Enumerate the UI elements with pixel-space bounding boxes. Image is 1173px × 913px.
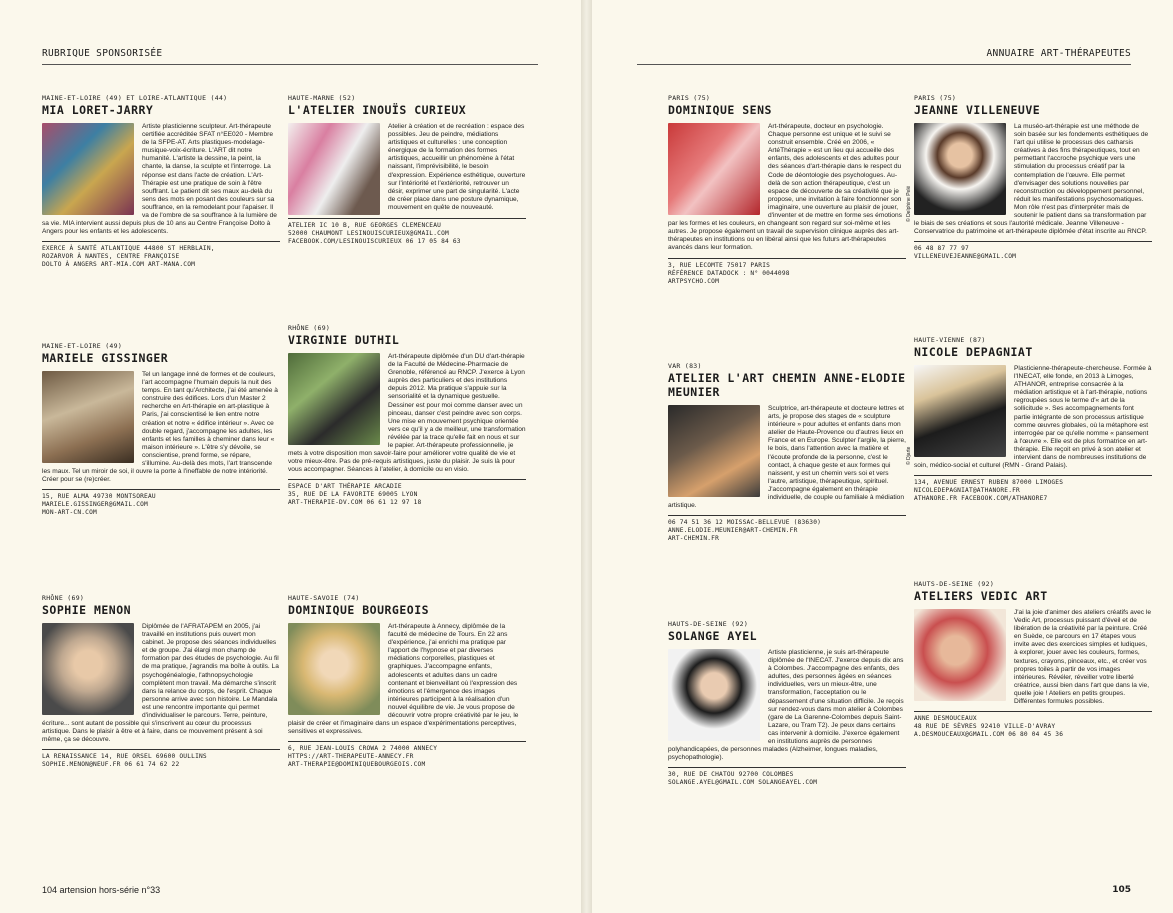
- portrait-photo: [42, 623, 134, 715]
- entry-region: RHÔNE (69): [288, 324, 331, 332]
- entry-text: Art-thérapeute à Annecy, diplômée de la faculté de médecine de Tours. En 22 ans d'expérience, j'ai enrichi ma pratique par l'apport de l'hypnose et par diverses médiations corporelles, plastiques et graphiques. J'accompagne enfants, adolescents et adultes dans un cadre contenant et bienveillant où l'expression des émotions et l'émergence des images intérieures participent à la réalisation d'un nouvel équilibre de vie. Je vous propose de découvrir votre propre créativité par le jeu, le plaisir de créer et l'imaginaire dans un espace d'expérimentations perceptives, sensitives et expressives.: [288, 623, 519, 736]
- entry-name: MIA LORET-JARRY: [42, 103, 154, 117]
- entry-contact: [288, 218, 526, 246]
- contact-line: 134, AVENUE ERNEST RUBEN 87000 LIMOGES: [914, 479, 1064, 487]
- left-header-rule: [42, 64, 538, 65]
- right-header-rule: [637, 64, 1131, 65]
- entry-jeanne-villeneuve: [914, 94, 1152, 261]
- contact-line: MARIELE.GISSINGER@GMAIL.COM: [42, 501, 148, 509]
- contact-line: ANNE DESMOUCEAUX: [914, 715, 977, 723]
- left-header: RUBRIQUE SPONSORISÉE: [42, 48, 163, 59]
- right-page: [592, 0, 1173, 913]
- left-page: [0, 0, 581, 913]
- entry-contact: [42, 489, 280, 517]
- contact-line: VILLENEUVEJEANNE@GMAIL.COM: [914, 253, 1017, 261]
- entry-contact: [288, 479, 526, 507]
- contact-line: A.DESMOUCEAUX@GMAIL.COM 06 80 04 45 36: [914, 731, 1064, 739]
- contact-line: ARTPSYCHO.COM: [668, 277, 720, 285]
- atelier-photo: [668, 405, 760, 497]
- entry-name: ATELIER L'ART CHEMIN ANNE-ELODIE MEUNIER: [668, 371, 906, 399]
- entry-dominique-bourgeois: [288, 594, 526, 769]
- entry-sophie-menon: [42, 594, 280, 769]
- contact-line: SOPHIE.MENON@NEUF.FR 06 61 74 62 22: [42, 761, 180, 769]
- contact-line: ART-CHEMIN.FR: [668, 535, 720, 543]
- contact-line: 06 48 87 77 97: [914, 245, 969, 253]
- entry-mariele-gissinger: [42, 342, 280, 517]
- entry-name: NICOLE DEPAGNIAT: [914, 345, 1033, 359]
- portrait-photo: [914, 123, 1006, 215]
- contact-line: SOLANGE.AYEL@GMAIL.COM SOLANGEAYEL.COM: [668, 779, 818, 787]
- entry-name: DOMINIQUE SENS: [668, 103, 772, 117]
- entry-nicole-depagniat: [914, 336, 1152, 503]
- contact-line: 3, RUE LECOMTE 75017 PARIS: [668, 261, 771, 269]
- entry-text: La muséo-art-thérapie est une méthode de soin basée sur les fondements esthétiques de l'art qui utilise le processus des catharsis créatives à des fins thérapeutiques, tout en permettant l'accroche psychique vers une stimulation du processus créatif par la contemplation de l'œuvre. Elle permet d'envisager des solutions nouvelles par reconstruction ou développement personnel, réduit les manifestations psychosomatiques. Mon rôle n'est pas d'interpréter mais de soutenir le patient dans sa transformation par le biais de ses créations et sous l'autorité médicale. Jeanne Villeneuve - Conservatrice du patrimoine et art-thérapeute diplômée d'état inscrite au RNCP.: [914, 123, 1149, 236]
- entry-atelier-inouis-curieux: [288, 94, 526, 246]
- photo-credit: © Delphine Pelé: [906, 185, 912, 222]
- entry-contact: [914, 711, 1152, 739]
- entry-name: VIRGINIE DUTHIL: [288, 333, 400, 347]
- entry-mia-loret-jarry: [42, 94, 280, 269]
- contact-line: ANNE.ELODIE.MEUNIER@ART-CHEMIN.FR: [668, 527, 798, 535]
- entry-ateliers-vedic-art: [914, 580, 1152, 739]
- entry-contact: [668, 258, 906, 286]
- contact-line: LA RENAISSANCE 14, RUE ORSEL 69600 OULLINS: [42, 753, 207, 761]
- entry-text: Sculptrice, art-thérapeute et docteure lettres et arts, je propose des stages de « sculpture intérieure » pour adultes et enfants dans mon atelier de Haute-Provence ou d'autres lieux en France et en Europe. Sculpter l'argile, la pierre, le bois, dans l'attention avec la matière et l'écoute profonde de la personne, c'est le contact, à chaque geste et aux formes qui naissent, y est un chemin vers soi et vers l'autre, artistique, thérapeutique, spirituel. J'accompagne également en thérapie individuelle, de couple ou familiale à médiation artistique.: [668, 405, 906, 510]
- entry-contact: [288, 741, 526, 769]
- entry-text: Tel un langage inné de formes et de couleurs, l'art accompagne l'humain depuis la nuit des temps. En tant qu'Architecte, j'ai été amenée à construire des édifices. Lors d'un Master 2 recherche en Art-thérapie en art-plastique à Paris, j'ai conscientisé le lien entre notre création et notre « édifice intérieur ». Avec ce double regard, j'accompagne les adultes, les enfants et les familles à cheminer dans leur « maison intérieure ». L'être s'y dévoile, se conscientise, prend forme, se répare, s'illumine. Au-delà des mots, l'art transcende les maux. Tel un miroir de soi, il ouvre la porte à l'ineffable de notre intériorité. Créer pour se (re)créer.: [42, 371, 278, 484]
- contact-line: 15, RUE ALMA 49730 MONTSOREAU: [42, 493, 156, 501]
- entry-contact: [668, 767, 906, 787]
- contact-line: ART-THERAPIE-DV.COM 06 61 12 97 18: [288, 499, 422, 507]
- contact-line: ROZARVOR À NANTES, CENTRE FRANÇOISE: [42, 253, 180, 261]
- portrait-photo: [42, 371, 134, 463]
- artwork-photo: [42, 123, 134, 215]
- entry-region: HAUTE-SAVOIE (74): [288, 594, 360, 602]
- contact-line: 48 RUE DE SÈVRES 92410 VILLE-D'AVRAY: [914, 723, 1056, 731]
- entry-region: PARIS (75): [668, 94, 711, 102]
- entry-name: SOLANGE AYEL: [668, 629, 758, 643]
- contact-line: ATELIER IC 10 B, RUE GEORGES CLEMENCEAU: [288, 222, 442, 229]
- entry-text: Atelier à création et de recréation : espace des possibles. Jeu de peindre, médiations artistiques et culturelles : une conception énergique de la formation des formes artistiques, accueillir un phénomène à l'état naissant, l'imprévisibilité, le besoin d'expression. Expérience esthétique, ouverture sur l'intériorité et l'extériorité, retrouver un désir, exprimer une part de singularité. L'acte de créer place dans une posture dynamique, mouvement en quête de nouveauté.: [388, 123, 526, 211]
- portrait-photo: [288, 623, 380, 715]
- entry-text: Plasticienne-thérapeute-chercheuse. Formée à l'INECAT, elle fonde, en 2013 à Limoges, ATHANOR, entreprise consacrée à la médiation artistique et à l'art-thérapie, notions regroupées sous le terme d'« art de la sollicitude ». Ses accompagnements font partie intégrante de son processus artistique comme œuvres globales, où la métaphore est interrogée par ce qu'elle nomme « pansement à l'œuvre ». Elle est de plus formatrice en art-thérapie. Elle reçoit en privé à son atelier et intervient dans de nombreuses institutions de soin, médico-social et culturel (RMN - Grand Palais).: [914, 365, 1152, 470]
- contact-line: EXERCE À SANTÉ ATLANTIQUE 44800 ST HERBLAIN,: [42, 245, 215, 253]
- contact-line: MON-ART-CN.COM: [42, 509, 97, 517]
- right-header: ANNUAIRE ART-THÉRAPEUTES: [986, 48, 1131, 59]
- entry-region: HAUTS-DE-SEINE (92): [668, 620, 749, 628]
- right-page-folio: 105: [1112, 885, 1131, 895]
- entry-text: Artiste plasticienne, je suis art-thérapeute diplômée de l'INECAT. J'exerce depuis dix ans à Colombes. J'accompagne des enfants, des adultes, des personnes âgées en séances individuelles, vers un mieux-être, une transformation, l'acceptation ou le dépassement d'une situation difficile. Je reçois sur rendez-vous dans mon atelier à Colombes (gare de La Garenne-Colombes depuis Saint-Lazare, ou Tram T2). Je peux dans certains cas intervenir à domicile. J'exerce également en institutions auprès de personnes polyhandicapées, de personnes malades (Alzheimer, longues maladies, psychopathologie).: [668, 649, 904, 762]
- entry-text: Art-thérapeute diplômée d'un DU d'art-thérapie de la Faculté de Médecine-Pharmacie de Grenoble, référencé au RNCP. J'exerce à Lyon auprès des particuliers et des institutions depuis 2012. Ma pratique s'appuie sur la sensorialité et la dynamique gestuelle. Dessiner est pour moi comme danser avec un pinceau, danser c'est peindre avec son corps. Une mise en mouvement psychique orientée vers ce qu'il y a de meilleur, une transformation révélée par la trace qu'elle fait en nous et sur le papier. Art-thérapeute professionnelle, je mets à votre disposition mon savoir-faire pour améliorer votre qualité de vie et votre mieux-être. Pas de pré-requis artistiques, juste du plaisir. Je suis là pour vous accompagner. Séances à l'atelier, à domicile ou en visio.: [288, 353, 526, 474]
- entry-region: PARIS (75): [914, 94, 957, 102]
- contact-line: ESPACE D'ART THÉRAPIE ARCADIE: [288, 483, 402, 491]
- entry-virginie-duthil: [288, 324, 526, 507]
- contact-line: 6, RUE JEAN-LOUIS CROWA 2 74000 ANNECY: [288, 745, 438, 753]
- left-page-folio: 104 artension hors-série n°33: [42, 885, 161, 895]
- contact-line: 30, RUE DE CHATOU 92700 COLOMBES: [668, 771, 794, 779]
- entry-region: HAUTE-VIENNE (87): [914, 336, 986, 344]
- contact-line: DOLTO À ANGERS ART-MIA.COM ART-MANA.COM: [42, 261, 196, 269]
- contact-line: ATHANORE.FR FACEBOOK.COM/ATHANORE7: [914, 495, 1048, 503]
- entry-name: SOPHIE MENON: [42, 603, 132, 617]
- contact-line: 35, RUE DE LA FAVORITE 69005 LYON: [288, 491, 418, 499]
- entry-atelier-art-chemin: [668, 362, 906, 543]
- entry-solange-ayel: [668, 620, 906, 787]
- entry-name: L'ATELIER INOUÏS CURIEUX: [288, 103, 467, 117]
- entry-contact: [42, 241, 280, 269]
- contact-line: ART-THERAPIE@DOMINIQUEBOURGEOIS.COM: [288, 761, 426, 769]
- entry-name: ATELIERS VEDIC ART: [914, 589, 1048, 603]
- entry-dominique-sens: [668, 94, 906, 286]
- entry-contact: [668, 515, 906, 543]
- contact-line: NICOLEDEPAGNIAT@ATHANORE.FR: [914, 487, 1020, 495]
- spine-gutter: [581, 0, 592, 913]
- photo-credit: © Djarte: [906, 446, 912, 465]
- portrait-photo: [914, 365, 1006, 457]
- entry-contact: [914, 241, 1152, 261]
- entry-contact: [42, 749, 280, 769]
- entry-region: RHÔNE (69): [42, 594, 85, 602]
- portrait-photo: [288, 353, 380, 445]
- entry-text: Diplômée de l'AFRATAPEM en 2005, j'ai travaillé en institutions puis ouvert mon cabinet. Je propose des séances individuelles et de groupe. J'ai élargi mon champ de formation par des études de psychologie. Au fil de ma pratique, j'agrandis ma boîte à outils. La psychogénéalogie, l'athnopsychologie complètent mon travail. Ma démarche s'inscrit dans la relance du corps, de l'esprit. Chaque personne arrive avec son histoire. Le Mandala est une rencontre importante qui permet d'individualiser le parcours. Terre, peinture, écriture... sont autant de possible qui s'inscrivent au cœur du processus artistique. Dans le plaisir à être et à faire, dans ce mouvement présent à soi même, ça se découvre.: [42, 623, 279, 744]
- entry-region: VAR (83): [668, 362, 702, 370]
- entry-contact: [914, 475, 1152, 503]
- atelier-photo: [288, 123, 380, 215]
- entry-name: DOMINIQUE BOURGEOIS: [288, 603, 430, 617]
- entry-region: MAINE-ET-LOIRE (49): [42, 342, 123, 350]
- portrait-photo: [668, 649, 760, 741]
- portrait-photo: [914, 609, 1006, 701]
- contact-line: 06 74 51 36 12 MOISSAC-BELLEVUE (83630): [668, 519, 822, 527]
- entry-region: HAUTS-DE-SEINE (92): [914, 580, 995, 588]
- contact-line: RÉFÉRENCE DATADOCK : N° 0044098: [668, 269, 790, 277]
- entry-region: HAUTE-MARNE (52): [288, 94, 356, 102]
- entry-region: MAINE-ET-LOIRE (49) ET LOIRE-ATLANTIQUE (44): [42, 94, 228, 102]
- entry-text: Art-thérapeute, docteur en psychologie. Chaque personne est unique et le suivi se construit ensemble. Créé en 2006, « ArtéThérapie » est un lieu qui accueille des enfants, des adolescents et des adultes pour des séances d'art-thérapie dans le respect du Code de déontologie des psychologues. Au-delà de son action thérapeutique, c'est un espace de découverte de sa créativité que je propose, une invitation à faire fonctionner son imaginaire, une ouverture au plaisir de jouer, d'inventer et de mettre en forme ses émotions par les formes et les couleurs, en changeant son regard sur soi-même et les autres. Je propose également un travail de supervision clinique auprès des art-thérapeutes en institutions ou en libéral ainsi que les futurs art-thérapeutes avancés dans leur formation.: [668, 123, 902, 252]
- entry-text: J'ai la joie d'animer des ateliers créatifs avec le Vedic Art, processus puissant d'éveil et de libération de la créativité par la peinture. Créé en Suède, ce parcours en 17 étapes vous invite avec des exercices simples et ludiques, à explorer, jouer avec les couleurs, formes, textures, crayons, pinceaux, etc., et créer vos propres toiles à partir de vos images intérieures. Révéler, réveiller votre liberté créatrice, aussi bien dans l'art que dans la vie, quelle joie ! Ateliers en petits groupes. Différentes formules possibles.: [1014, 609, 1152, 706]
- contact-line: HTTPS://ART-THERAPEUTE-ANNECY.FR: [288, 753, 414, 761]
- artwork-photo: [668, 123, 760, 215]
- contact-line: FACEBOOK.COM/LESINOUISCURIEUX 06 17 05 84 63: [288, 238, 461, 245]
- entry-text: Artiste plasticienne sculpteur. Art-thérapeute certifiée accréditée SFAT n°EE020 - Membre de la SFPE-AT. Arts plastiques-modelage-musique-voix-écriture. L'ART dit notre humanité. L'artiste la dessine, la peint, la chante, la danse, la sculpte et l'interroge. La réponse est dans l'acte de création. L'Art-Thérapie est une pratique de soin à l'être souffrant. Le patient dit ses maux au-delà du sens des mots en posant des couleurs sur sa souffrance, en la remodelant pour l'apaiser. Il va de l'ombre de sa souffrance à la lumière de sa vie. MIA intervient aussi depuis plus de 10 ans au Centre Françoise Dolto à Angers pour les enfants et les adolescents.: [42, 123, 277, 236]
- entry-name: JEANNE VILLENEUVE: [914, 103, 1041, 117]
- contact-line: 52000 CHAUMONT LESINOUISCURIEUX@GMAIL.COM: [288, 230, 449, 237]
- entry-name: MARIELE GISSINGER: [42, 351, 169, 365]
